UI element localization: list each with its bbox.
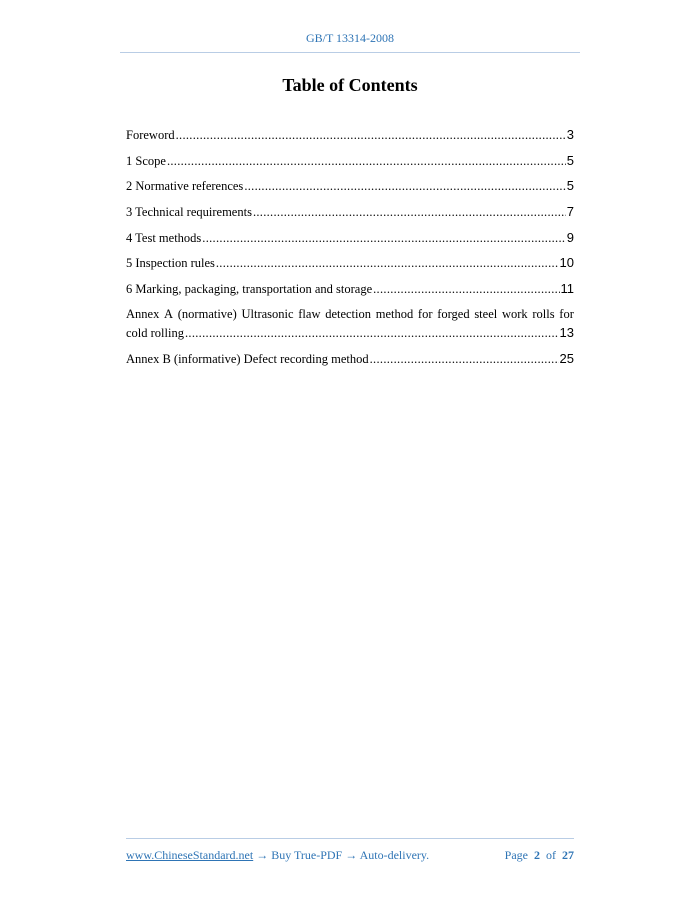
arrow-right-icon: → bbox=[345, 848, 358, 862]
toc-word: A bbox=[164, 306, 174, 321]
header-divider bbox=[120, 52, 580, 53]
toc-entry-label: 2 Normative references bbox=[126, 179, 244, 194]
page-header-standard-code: GB/T 13314-2008 bbox=[305, 31, 395, 45]
toc-entry-label: cold rolling bbox=[126, 325, 184, 340]
toc-word: rolls bbox=[532, 306, 555, 321]
toc-entry-label: Annex B (informative) Defect recording method bbox=[126, 351, 369, 366]
auto-delivery-text: Auto-delivery. bbox=[359, 848, 430, 862]
toc-entry-label: 4 Test methods bbox=[126, 230, 202, 245]
table-of-contents bbox=[126, 127, 574, 376]
toc-entry-foreword[interactable] bbox=[126, 127, 574, 145]
chinesestandard-link[interactable]: www.ChineseStandard.net bbox=[126, 848, 254, 862]
toc-entry-label: 1 Scope bbox=[126, 153, 166, 168]
toc-entry-label: 5 Inspection rules bbox=[126, 256, 215, 271]
toc-word: Ultrasonic bbox=[241, 306, 294, 321]
current-page-number: 2 bbox=[534, 848, 540, 862]
toc-entry-scope[interactable] bbox=[126, 153, 574, 171]
toc-word: flaw bbox=[298, 306, 321, 321]
toc-entry-annex-b[interactable] bbox=[126, 351, 574, 369]
toc-word: (normative) bbox=[177, 306, 237, 321]
page-title: Table of Contents bbox=[282, 75, 418, 95]
toc-leader-dots bbox=[370, 352, 559, 367]
footer-divider bbox=[126, 838, 574, 839]
toc-entry-page: 5 bbox=[566, 178, 574, 194]
toc-entry-page: 9 bbox=[566, 229, 574, 245]
toc-leader-dots bbox=[216, 256, 559, 271]
footer-left bbox=[126, 848, 429, 863]
toc-entry-page: 10 bbox=[559, 255, 574, 271]
toc-entry-label-line1 bbox=[126, 307, 574, 325]
toc-word: steel bbox=[474, 306, 498, 321]
toc-leader-dots bbox=[176, 128, 566, 143]
page-number bbox=[505, 848, 574, 863]
toc-word: detection bbox=[325, 306, 372, 321]
page-word: Page bbox=[504, 848, 528, 862]
toc-leader-dots bbox=[253, 205, 566, 220]
toc-entry-page: 13 bbox=[559, 324, 574, 340]
toc-leader-dots bbox=[185, 326, 559, 341]
toc-entry-normative-references[interactable] bbox=[126, 178, 574, 196]
toc-word: forged bbox=[437, 306, 470, 321]
toc-entry-annex-a[interactable] bbox=[126, 307, 574, 343]
toc-entry-test-methods[interactable] bbox=[126, 230, 574, 248]
toc-leader-dots bbox=[167, 154, 566, 169]
toc-entry-page: 7 bbox=[566, 204, 574, 220]
toc-leader-dots bbox=[373, 282, 559, 297]
toc-word: for bbox=[417, 306, 433, 321]
total-page-count: 27 bbox=[562, 848, 574, 862]
toc-leader-dots bbox=[244, 179, 565, 194]
toc-entry-marking-packaging[interactable] bbox=[126, 281, 574, 299]
toc-word: method bbox=[375, 306, 414, 321]
of-word: of bbox=[546, 848, 556, 862]
toc-entry-page: 5 bbox=[566, 152, 574, 168]
toc-word: for bbox=[559, 306, 574, 321]
buy-true-pdf-text: Buy True-PDF bbox=[271, 848, 343, 862]
toc-entry-label: 6 Marking, packaging, transportation and storage bbox=[126, 282, 373, 297]
toc-entry-label-line2 bbox=[126, 325, 574, 343]
toc-entry-label: Foreword bbox=[126, 128, 175, 142]
page-footer bbox=[126, 848, 574, 863]
toc-entry-page: 25 bbox=[559, 350, 574, 366]
toc-entry-label: 3 Technical requirements bbox=[126, 205, 252, 220]
toc-word: Annex bbox=[126, 306, 160, 321]
toc-entry-page: 11 bbox=[560, 281, 574, 297]
arrow-right-icon: → bbox=[256, 848, 269, 862]
toc-entry-technical-requirements[interactable] bbox=[126, 204, 574, 222]
toc-word: work bbox=[501, 306, 528, 321]
toc-leader-dots bbox=[202, 231, 565, 246]
toc-entry-inspection-rules[interactable] bbox=[126, 255, 574, 273]
toc-entry-page: 3 bbox=[566, 127, 574, 142]
